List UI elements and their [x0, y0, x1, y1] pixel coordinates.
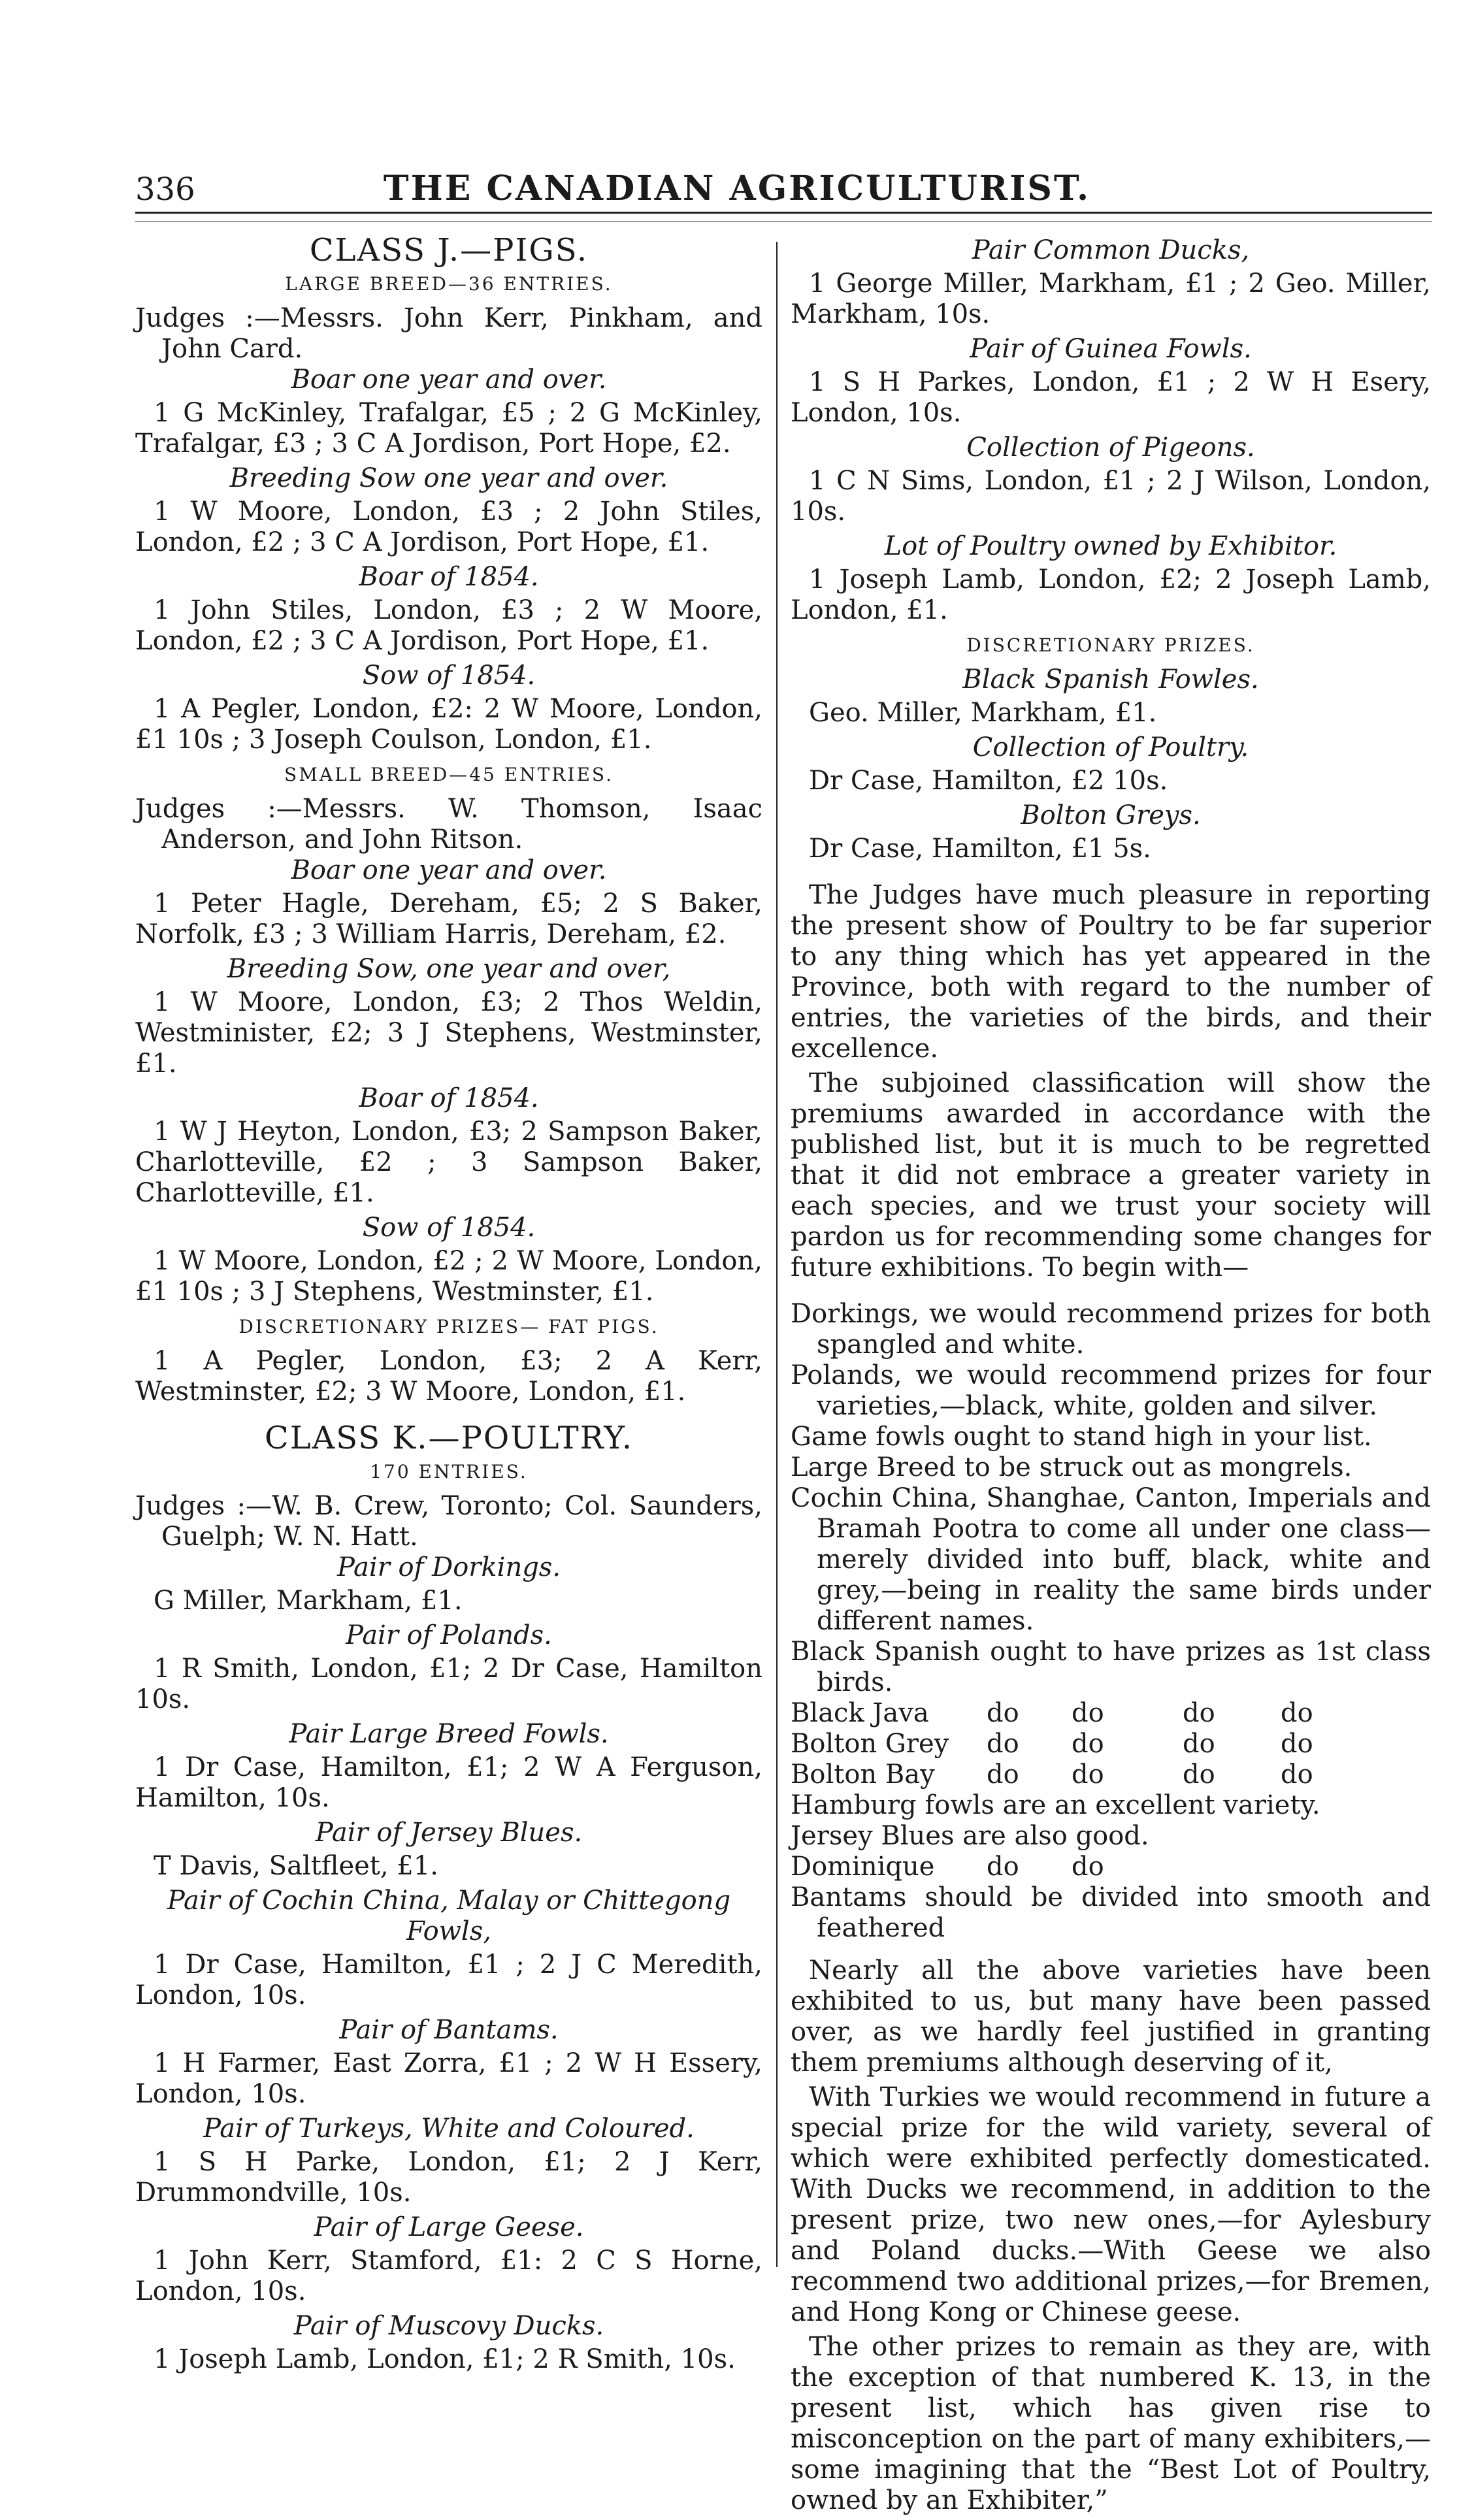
prize-heading: Pair of Dorkings. [336, 1552, 561, 1582]
section-subheading: DISCRETIONARY PRIZES— FAT PIGS. [238, 1316, 659, 1337]
prize-heading: Pair of Jersey Blues. [315, 1818, 583, 1848]
prize-entry: 1 John Kerr, Stamford, £1: 2 C S Horne, London, 10s. [135, 2246, 762, 2306]
prize-entry: 1 W Moore, London, £3; 2 Thos Weldin, Westminister, £2; 3 J Stephens, Westminster, £1. [135, 987, 762, 1079]
prize-entry: 1 C N Sims, London, £1 ; 2 J Wilson, London, 10s. [791, 466, 1431, 527]
prize-heading: Sow of 1854. [362, 661, 536, 691]
ditto-row [791, 1698, 1431, 1729]
class-heading: CLASS J.—PIGS. [309, 232, 589, 269]
ditto-cell: do [1183, 1698, 1215, 1728]
ditto-cell: do [1072, 1759, 1104, 1790]
prize-heading: Pair Large Breed Fowls. [289, 1719, 609, 1749]
ditto-cell: do [987, 1729, 1019, 1759]
prize-entry: 1 G McKinley, Trafalgar, £5 ; 2 G McKinley, Trafalgar, £3 ; 3 C A Jordison, Port Hope, £2. [135, 398, 762, 459]
report-paragraph: The Judges have much pleasure in reporting the present show of Poultry to be far superior to any thing which has yet appeared in the Province, both with regard to the number of entries, the varieties of the birds, and their excellence. [791, 880, 1431, 1064]
section-subheading: LARGE BREED—36 ENTRIES. [285, 273, 613, 295]
prize-heading: Breeding Sow, one year and over, [227, 954, 671, 984]
prize-heading: Pair of Bantams. [339, 2015, 559, 2045]
prize-heading: Boar one year and over. [291, 855, 607, 885]
prize-entry: 1 Peter Hagle, Dereham, £5; 2 S Baker, Norfolk, £3 ; 3 William Harris, Dereham, £2. [135, 889, 762, 949]
prize-heading: Black Spanish Fowles. [962, 664, 1259, 695]
prize-entry: 1 A Pegler, London, £2: 2 W Moore, London, £1 10s ; 3 Joseph Coulson, London, £1. [135, 694, 762, 755]
prize-entry: 1 John Stiles, London, £3 ; 2 W Moore, London, £2 ; 3 C A Jordison, Port Hope, £1. [135, 595, 762, 656]
report-paragraph: The subjoined classification will show the premiums awarded in accordance with the published list, but it is much to be regretted that it did not embrace a greater variety in each species, and we trust your society will pardon us for recommending some changes for future exhibitions. To begin with— [791, 1068, 1431, 1283]
prize-entry: 1 Joseph Lamb, London, £2; 2 Joseph Lamb, London, £1. [791, 565, 1431, 625]
recommendation-item: Bantams should be divided into smooth and feathered [791, 1882, 1431, 1943]
section-subheading: DISCRETIONARY PRIZES. [966, 634, 1255, 656]
ditto-cell: do [1072, 1698, 1104, 1728]
left-column [135, 232, 762, 2379]
prize-heading: Bolton Greys. [1021, 800, 1201, 830]
prize-entry: Dr Case, Hamilton, £1 5s. [809, 834, 1151, 864]
prize-entry: 1 W J Heyton, London, £3; 2 Sampson Baker, Charlotteville, £2 ; 3 Sampson Baker, Charlotteville, £1. [135, 1117, 762, 1208]
page-number: 336 [135, 171, 195, 208]
ditto-cell: Bolton Grey [791, 1729, 949, 1759]
right-column [791, 235, 1431, 2520]
prize-entry: 1 S H Parkes, London, £1 ; 2 W H Esery, London, 10s. [791, 367, 1431, 428]
prize-heading: Sow of 1854. [362, 1213, 536, 1243]
prize-entry: 1 George Miller, Markham, £1 ; 2 Geo. Miller, Markham, 10s. [791, 269, 1431, 329]
ditto-cell: do [987, 1852, 1019, 1882]
prize-heading: Pair Common Ducks, [972, 235, 1250, 265]
prize-entry: 1 Dr Case, Hamilton, £1 ; 2 J C Meredith, London, 10s. [135, 1950, 762, 2010]
recommendation-item: Cochin China, Shanghae, Canton, Imperials and Bramah Pootra to come all under one class—merely divided into buff, black, white and grey,—being in reality the same birds under different names. [791, 1483, 1431, 1636]
ditto-cell: do [1281, 1698, 1313, 1728]
ditto-row [791, 1759, 1431, 1790]
journal-title: THE CANADIAN AGRICULTURIST. [383, 169, 1091, 208]
prize-heading: Pair of Guinea Fowls. [970, 334, 1252, 364]
prize-entry: 1 S H Parke, London, £1; 2 J Kerr, Drummondville, 10s. [135, 2147, 762, 2208]
prize-heading: Pair of Cochin China, Malay or Chittegong Fowls, [167, 1886, 731, 1946]
prize-entry: 1 H Farmer, East Zorra, £1 ; 2 W H Essery, London, 10s. [135, 2048, 762, 2109]
ditto-row [791, 1729, 1431, 1759]
report-paragraph: Nearly all the above varieties have been exhibited to us, but many have been passed over, as we hardly feel justified in granting them premiums although deserving of it, [791, 1955, 1431, 2078]
ditto-cell: do [987, 1698, 1019, 1728]
judges-line: Judges :—W. B. Crew, Toronto; Col. Saunders, Guelph; W. N. Hatt. [135, 1491, 762, 1552]
recommendation-item: Dorkings, we would recommend prizes for both spangled and white. [791, 1299, 1431, 1360]
ditto-cell: do [1183, 1759, 1215, 1790]
recommendation-item: Jersey Blues are also good. [791, 1821, 1149, 1851]
prize-entry: G Miller, Markham, £1. [154, 1586, 463, 1616]
prize-heading: Collection of Poultry. [972, 732, 1249, 762]
section-subheading: 170 ENTRIES. [370, 1461, 528, 1482]
ditto-row [791, 1852, 1431, 1882]
prize-heading: Boar of 1854. [359, 562, 539, 592]
recommendation-item: Game fowls ought to stand high in your list. [791, 1422, 1372, 1452]
prize-heading: Pair of Turkeys, White and Coloured. [203, 2114, 695, 2144]
prize-entry: T Davis, Saltfleet, £1. [154, 1851, 438, 1881]
prize-heading: Pair of Polands. [346, 1620, 552, 1650]
class-heading: CLASS K.—POULTRY. [264, 1420, 634, 1456]
report-paragraph: With Turkies we would recommend in future a special prize for the wild variety, several of which were exhibited perfectly domesticated. With Ducks we recommend, in addition to the present prize, two new ones,—for Aylesbury and Poland ducks.—With Geese we also recommend two additional prizes,—for Bremen, and Hong Kong or Chinese geese. [791, 2082, 1431, 2327]
ditto-cell: do [1072, 1729, 1104, 1759]
running-header [0, 165, 1474, 223]
recommendation-item: Polands, we would recommend prizes for four varieties,—black, white, golden and silver. [791, 1360, 1431, 1421]
ditto-cell: do [1281, 1729, 1313, 1759]
prize-entry: 1 W Moore, London, £3 ; 2 John Stiles, London, £2 ; 3 C A Jordison, Port Hope, £1. [135, 497, 762, 557]
judges-line: Judges :—Messrs. W. Thomson, Isaac Anderson, and John Ritson. [135, 794, 762, 855]
ditto-cell: Black Java [791, 1698, 929, 1728]
judges-line: Judges :—Messrs. John Kerr, Pinkham, and John Card. [135, 303, 762, 364]
header-rule [135, 212, 1432, 214]
prize-heading: Breeding Sow one year and over. [229, 463, 668, 493]
ditto-cell: do [1281, 1759, 1313, 1790]
prize-entry: 1 R Smith, London, £1; 2 Dr Case, Hamilton 10s. [135, 1654, 762, 1714]
prize-heading: Collection of Pigeons. [966, 433, 1255, 463]
prize-heading: Pair of Large Geese. [314, 2212, 584, 2242]
prize-heading: Lot of Poultry owned by Exhibitor. [884, 531, 1337, 561]
recommendation-item: Hamburg fowls are an excellent variety. [791, 1790, 1320, 1820]
section-subheading: SMALL BREED—45 ENTRIES. [284, 764, 614, 785]
prize-entry: 1 A Pegler, London, £3; 2 A Kerr, Westminster, £2; 3 W Moore, London, £1. [135, 1346, 762, 1407]
recommendation-item: Black Spanish ought to have prizes as 1st class birds. [791, 1637, 1431, 1697]
ditto-cell: do [1072, 1852, 1104, 1882]
prize-entry: Dr Case, Hamilton, £2 10s. [809, 766, 1168, 796]
ditto-cell: do [1183, 1729, 1215, 1759]
ditto-cell: do [987, 1759, 1019, 1790]
ditto-cell: Bolton Bay [791, 1759, 935, 1790]
prize-heading: Boar one year and over. [291, 365, 607, 395]
prize-heading: Boar of 1854. [359, 1083, 539, 1113]
prize-entry: 1 Dr Case, Hamilton, £1; 2 W A Ferguson, Hamilton, 10s. [135, 1752, 762, 1813]
report-paragraph: The other prizes to remain as they are, with the exception of that numbered K. 13, in the present list, which has given rise to misconception on the part of many exhibiters,—some imagining that the “Best Lot of Poultry, owned by an Exhibiter,” [791, 2332, 1431, 2515]
prize-entry: 1 Joseph Lamb, London, £1; 2 R Smith, 10s. [154, 2344, 736, 2374]
ditto-cell: Dominique [791, 1852, 935, 1882]
prize-entry: Geo. Miller, Markham, £1. [809, 698, 1157, 728]
prize-heading: Pair of Muscovy Ducks. [293, 2311, 604, 2341]
recommendation-item: Large Breed to be struck out as mongrels. [791, 1452, 1352, 1482]
column-divider [776, 242, 778, 2267]
prize-entry: 1 W Moore, London, £2 ; 2 W Moore, London, £1 10s ; 3 J Stephens, Westminster, £1. [135, 1246, 762, 1307]
